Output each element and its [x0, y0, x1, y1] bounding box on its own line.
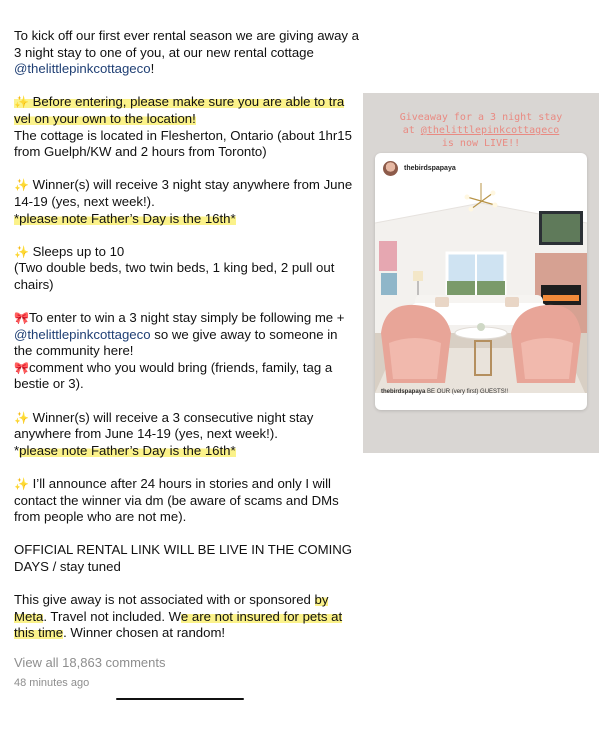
story-title: Giveaway for a 3 night stay at @thelittlepinkcottageco is now LIVE!!: [399, 112, 563, 149]
caption-entry-rules: 🎀To enter to win a 3 night stay simply be following me + @thelittlepinkcottageco so we give away to someone in the community here! 🎀comment who you would bring (friends, family, tag a bestie or 3).: [14, 310, 345, 392]
caption-sleeps: ✨ Sleeps up to 10 (Two double beds, two twin beds, 1 king bed, 2 pull out chairs): [14, 243, 335, 292]
post-timestamp: 48 minutes ago: [14, 677, 90, 689]
cottage-living-room-photo: [375, 183, 587, 393]
shared-post-card[interactable]: [375, 153, 587, 410]
caption-winner-dates: ✨ Winner(s) will receive 3 night stay anywhere from June 14-19 (yes, next week!). *please note Father’s Day is the 16th*: [14, 177, 353, 226]
caption-location: The cottage is located in Flesherton, Ontario (about 1hr15 from Guelph/KW and 2 hours from Toronto): [14, 127, 352, 160]
story-mention[interactable]: @thelittlepinkcottageco: [420, 125, 560, 136]
sparkles-icon: ✨: [14, 178, 29, 193]
caption-announce: ✨ I’ll announce after 24 hours in stories and only I will contact the winner via dm (be aware of scams and DMs from people who are not me).: [14, 476, 339, 525]
caption-disclaimer: This give away is not associated with or sponsored by Meta. Travel not included. We are not insured for pets at this time. Winner chosen at random!: [14, 592, 343, 641]
sparkles-icon: ✨: [14, 244, 29, 259]
mention-link[interactable]: @thelittlepinkcottageco: [14, 326, 151, 342]
sparkles-icon: ✨: [14, 95, 29, 110]
post-header: [383, 159, 456, 177]
sparkles-icon: ✨: [14, 410, 29, 425]
post-username[interactable]: thebirdspapaya: [404, 164, 456, 172]
story-preview[interactable]: [363, 93, 599, 453]
mention-link[interactable]: @thelittlepinkcottageco: [14, 61, 151, 77]
ribbon-icon: 🎀: [14, 360, 29, 375]
view-comments-link[interactable]: View all 18,863 comments: [14, 655, 166, 670]
post-caption: [14, 28, 359, 642]
caption-official-link: OFFICIAL RENTAL LINK WILL BE LIVE IN THE COMING DAYS / stay tuned: [14, 542, 353, 574]
avatar[interactable]: [383, 161, 398, 176]
caption-winner-consecutive: ✨ Winner(s) will receive a 3 consecutive night stay anywhere from June 14-19 (yes, next week!). *please note Father’s Day is the 16th*: [14, 409, 314, 458]
sparkles-icon: ✨: [14, 477, 29, 492]
ribbon-icon: 🎀: [14, 311, 29, 326]
caption-travel-note: ✨ Before entering, please make sure you are able to tra vel on your own to the location!: [14, 94, 345, 126]
caption-intro: To kick off our first ever rental season we are giving away a 3 night stay to one of you, at our new rental cottage @thelittlepinkcottageco!: [14, 28, 359, 77]
post-caption-line: thebirdspapaya BE OUR (very first) GUESTS!!: [381, 389, 509, 395]
home-indicator: [116, 698, 244, 700]
